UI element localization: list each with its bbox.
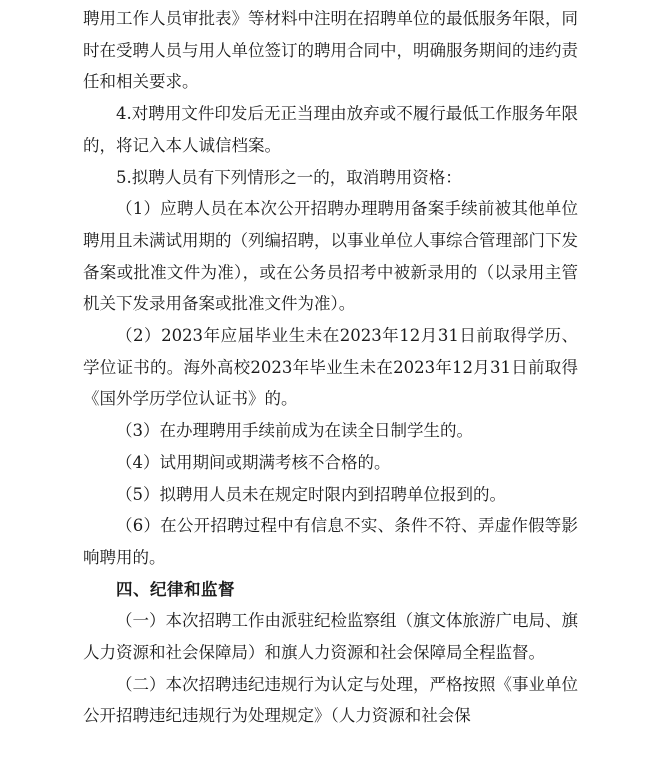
- paragraph-supervision-2: （二）本次招聘违纪违规行为认定与处理，严格按照《事业单位公开招聘违纪违规行为处理规定》（人力资源和社会保: [83, 674, 578, 726]
- paragraph-sub-6: （6）在公开招聘过程中有信息不实、条件不符、弄虚作假等影响聘用的。: [83, 516, 578, 567]
- paragraph-sub-3: （3）在办理聘用手续前成为在读全日制学生的。: [116, 421, 473, 441]
- paragraph-sub-2: （2）2023年应届毕业生未在2023年12月31日前取得学历、学位证书的。海外高校2023年毕业生未在2023年12月31日前取得《国外学历学位认证书》的。: [83, 326, 578, 409]
- paragraph-continuation: 聘用工作人员审批表》等材料中注明在招聘单位的最低服务年限，同时在受聘人员与用人单位签订的聘用合同中，明确服务期间的违约责任和相关要求。: [83, 9, 578, 92]
- paragraph-sub-1: （1）应聘人员在本次公开招聘办理聘用备案手续前被其他单位聘用且未满试用期的（列编招聘，以事业单位人事综合管理部门下发备案或批准文件为准），或在公务员招考中被新录用的（以录用主管机关下发录用备案或批准文件为准）。: [83, 199, 578, 314]
- section-heading-discipline: 四、纪律和监督: [116, 579, 235, 599]
- paragraph-sub-4: （4）试用期间或期满考核不合格的。: [116, 452, 391, 472]
- document-body: [83, 3, 578, 732]
- paragraph-supervision-1: （一）本次招聘工作由派驻纪检监察组（旗文体旅游广电局、旗人力资源和社会保障局）和旗人力资源和社会保障局全程监督。: [83, 611, 578, 663]
- paragraph-item-4: 4.对聘用文件印发后无正当理由放弃或不履行最低工作服务年限的，将记入本人诚信档案。: [83, 104, 578, 155]
- paragraph-sub-5: （5）拟聘用人员未在规定时限内到招聘单位报到的。: [116, 484, 506, 504]
- paragraph-item-5: 5.拟聘人员有下列情形之一的，取消聘用资格：: [116, 167, 462, 187]
